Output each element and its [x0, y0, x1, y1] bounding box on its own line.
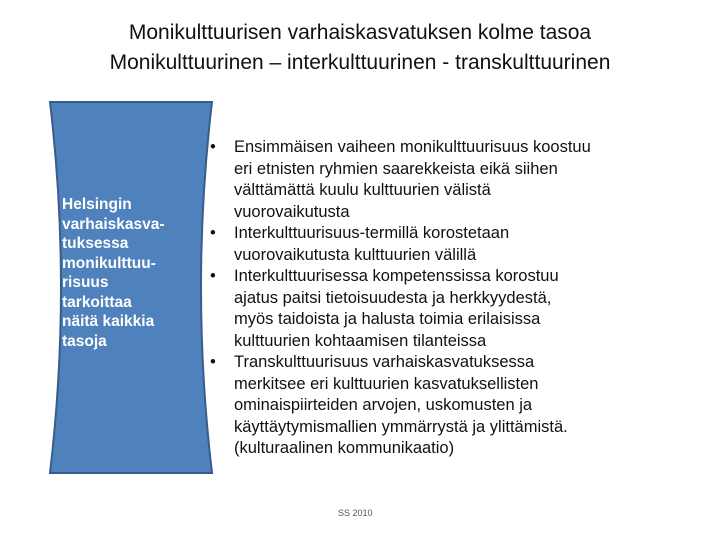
bullet-line: ajatus paitsi tietoisuudesta ja herkkyydestä,	[234, 288, 552, 307]
bullet-line: eri etnisten ryhmien saarekkeista eikä siihen	[234, 159, 558, 178]
slide-title	[0, 18, 720, 78]
bullet-dot: •	[210, 267, 216, 285]
slide-title-line-2: Monikulttuurinen – interkulttuurinen - transkulttuurinen	[109, 51, 611, 74]
side-panel-line-1: Helsingin	[62, 196, 132, 213]
bullet-line: merkitsee eri kulttuurien kasvatuksellisten	[234, 374, 539, 393]
bullet-line: Interkulttuurisuus-termillä korostetaan	[234, 224, 510, 242]
bullet-dot: •	[210, 224, 216, 242]
bullet-line: (kulturaalinen kommunikaatio)	[234, 439, 455, 457]
bullet-line: myös taidoista ja halusta toimia erilaisissa	[234, 310, 541, 328]
bullet-list	[208, 137, 698, 460]
bullet-dot: •	[210, 138, 216, 156]
side-panel-line-4: monikulttuu-	[62, 254, 156, 272]
bullet-item-kompetenssi	[208, 266, 698, 352]
side-panel-line-8: tasoja	[62, 332, 107, 350]
bullet-line: ominaispiirteiden arvojen, uskomusten ja	[234, 396, 533, 414]
side-panel-line-3: tuksessa	[62, 235, 129, 252]
bullet-line: vuorovaikutusta	[234, 202, 350, 221]
bullet-line: kulttuurien kohtaamisen tilanteissa	[234, 331, 487, 350]
side-panel-line-7: näitä kaikkia	[62, 313, 155, 330]
footer-text: SS 2010	[338, 508, 373, 518]
side-panel-line-5: risuus	[62, 274, 109, 291]
slide-title-line-1: Monikulttuurisen varhaiskasvatuksen kolme tasoa	[128, 21, 592, 44]
bullet-line: Interkulttuurisessa kompetenssissa korostuu	[234, 267, 559, 285]
bullet-line: vuorovaikutusta kulttuurien välillä	[234, 245, 477, 264]
bullet-item-interkulttuurisuus	[208, 223, 698, 266]
side-panel-line-2: varhaiskasva-	[62, 215, 165, 233]
bullet-line: käyttäytymismallien ymmärrystä ja ylittämistä.	[234, 417, 568, 436]
bullet-item-transkulttuurisuus	[208, 352, 698, 460]
side-panel-text	[62, 195, 187, 351]
bullet-item-monikulttuurisuus	[208, 137, 698, 223]
side-panel-line-6: tarkoittaa	[62, 293, 132, 311]
bullet-dot: •	[210, 353, 216, 371]
bullet-line: Transkulttuurisuus varhaiskasvatuksessa	[234, 353, 535, 371]
bullet-line: Ensimmäisen vaiheen monikulttuurisuus koostuu	[234, 138, 591, 156]
bullet-line: välttämättä kuulu kulttuurien välistä	[234, 181, 491, 199]
